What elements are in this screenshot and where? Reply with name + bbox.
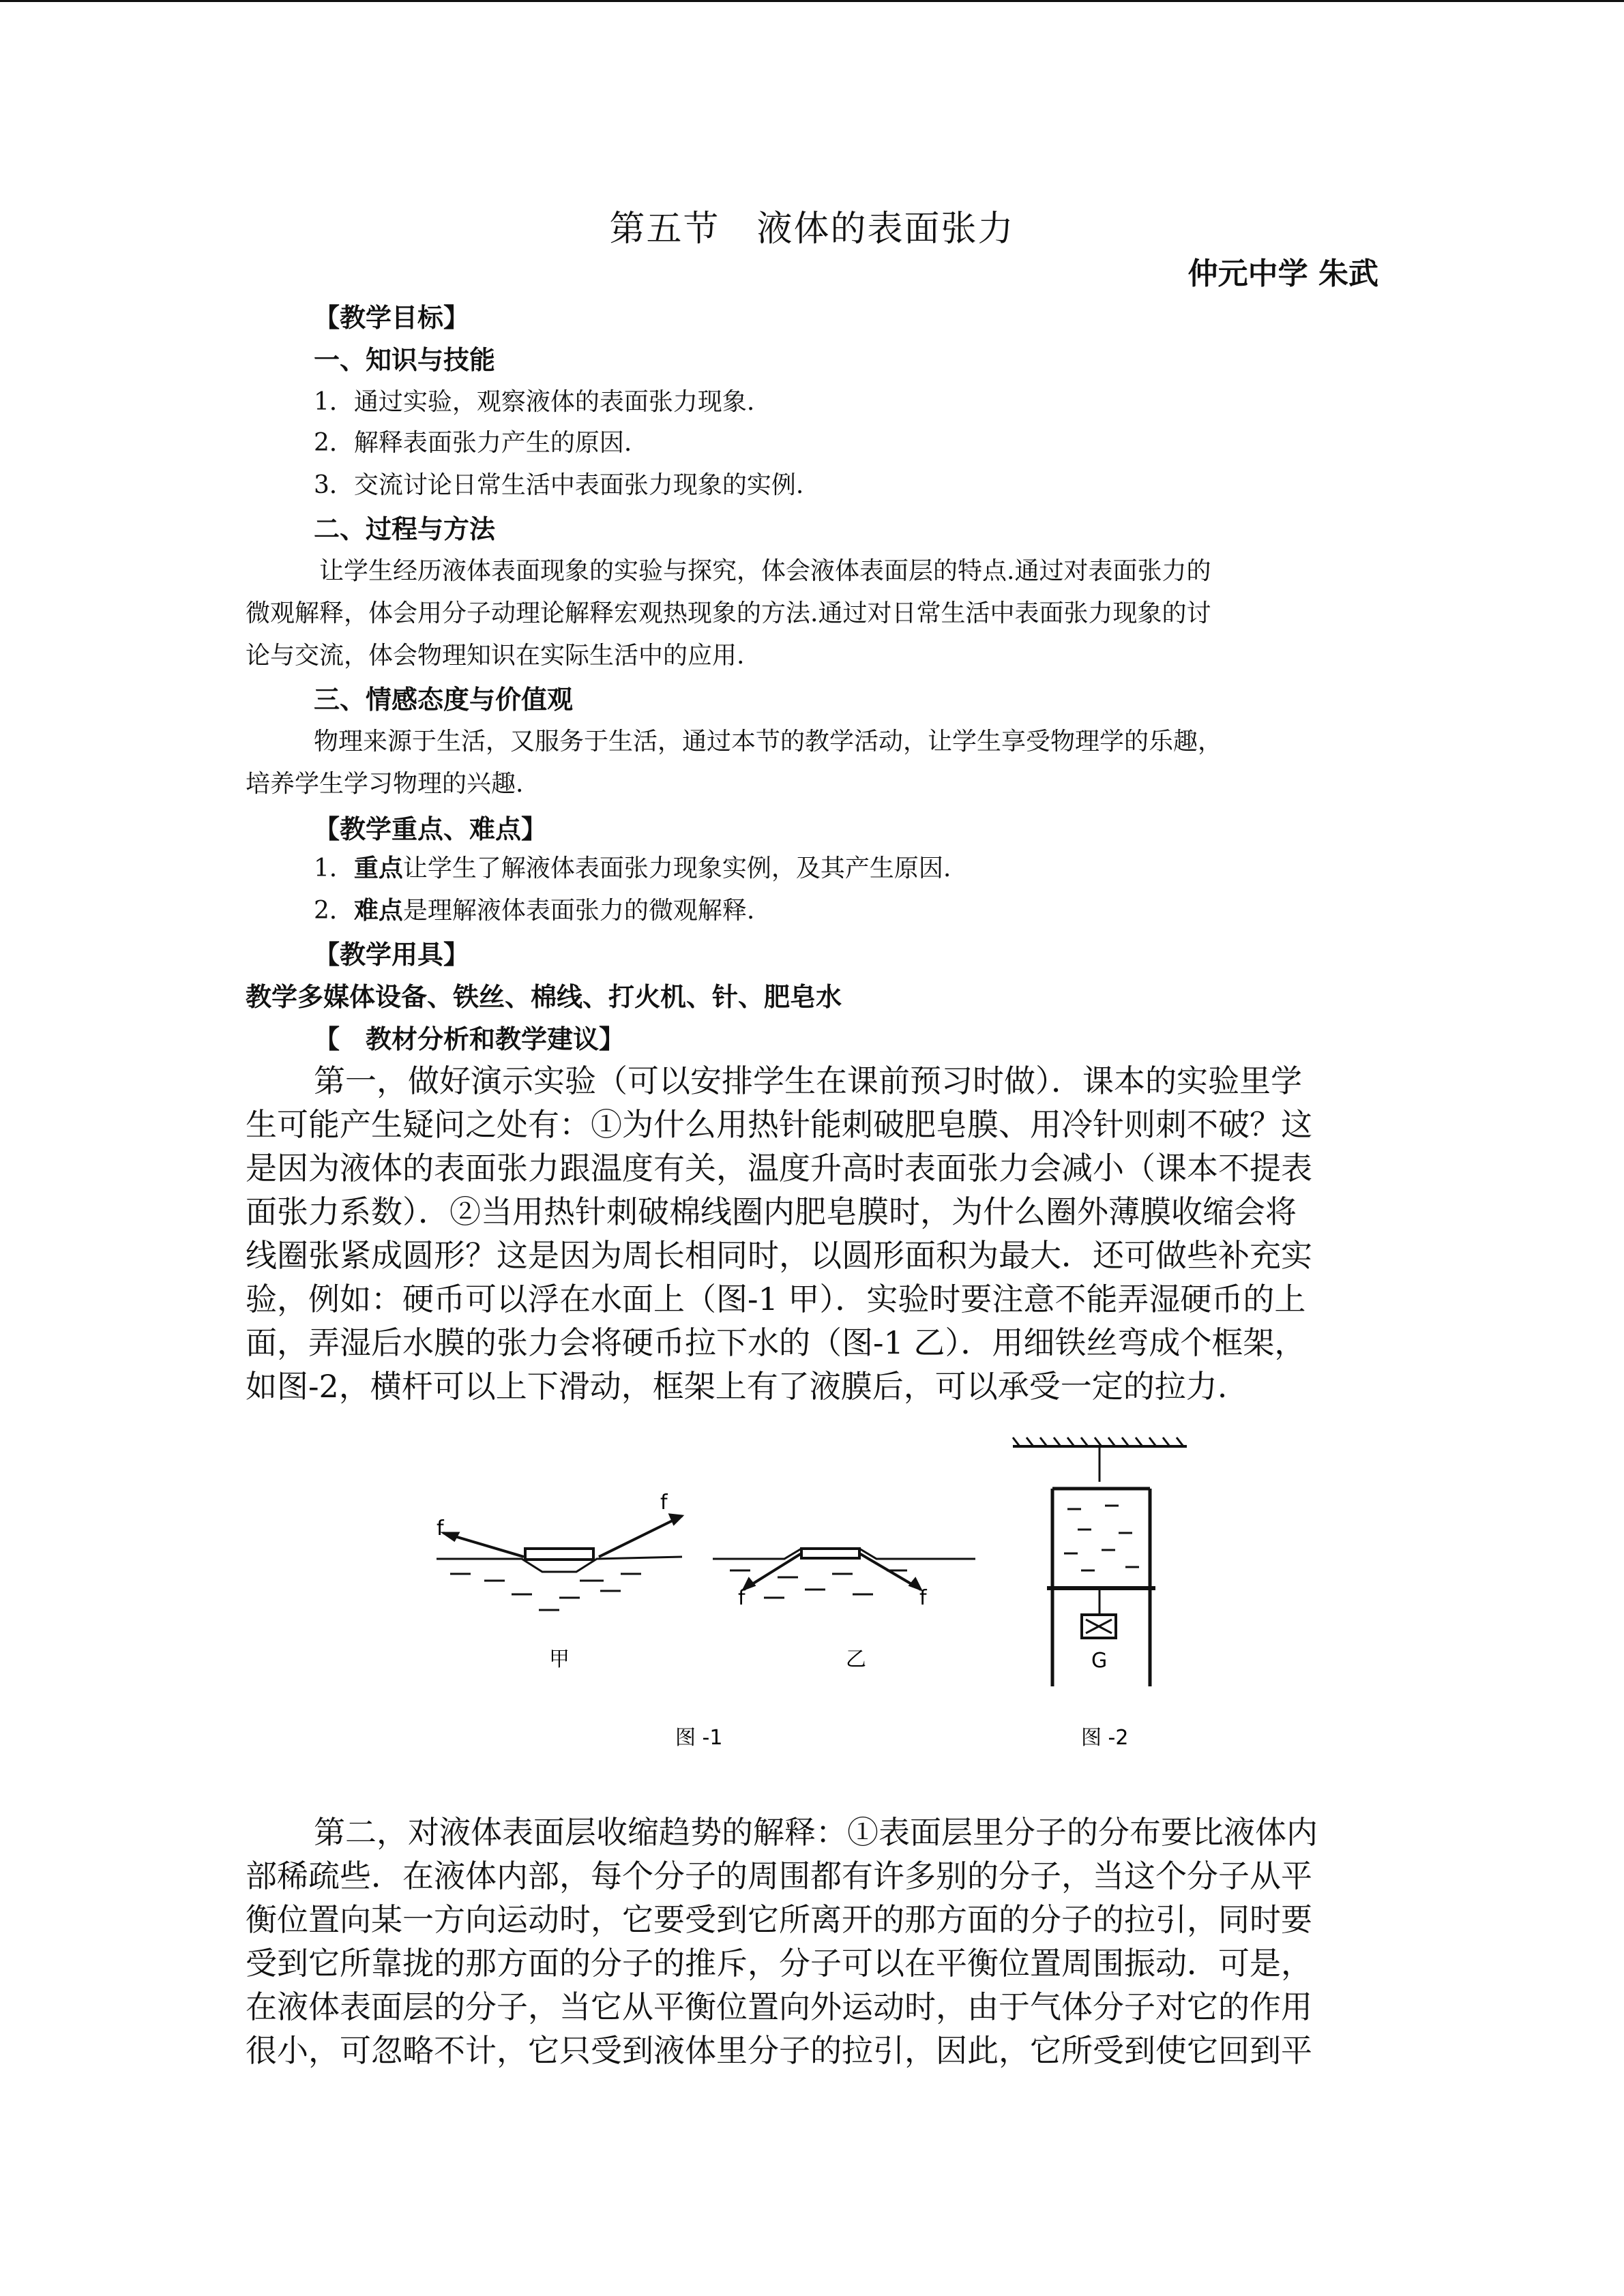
force-label: f [437,1517,444,1540]
paragraph-line: 生可能产生疑问之处有：①为什么用热针能刺破肥皂膜、用冷针则刺不破？这 [246,1106,1312,1143]
figure-2-caption: 图 -2 [1081,1726,1129,1750]
tools-list: 教学多媒体设备、铁丝、棉线、打火机、针、肥皂水 [246,982,842,1012]
difficult-label: 难点 [353,897,403,925]
paragraph-line: 第一，做好演示实验（可以安排学生在课前预习时做）．课本的实验里学 [314,1062,1302,1099]
author-line: 仲元中学 朱武 [1187,256,1378,291]
paragraph-line: 培养学生学习物理的兴趣. [246,770,524,798]
force-label: f [660,1491,668,1515]
figure-1-yi-label: 乙 [846,1648,866,1671]
difficult-point-line [314,891,754,926]
figure-1-jia-label: 甲 [549,1648,570,1671]
heading-emotion-values: 三、情感态度与价值观 [314,685,574,715]
heading-analysis-suggestions: 【 教材分析和教学建议】 [314,1024,625,1054]
heading-process-method: 二、过程与方法 [314,514,496,544]
paragraph-line: 验，例如：硬币可以浮在水面上（图-1 甲）．实验时要注意不能弄湿硬币的上 [246,1281,1306,1317]
key-text: 让学生了解液体表面张力现象实例，及其产生原因. [402,854,951,882]
weight-label: G [1091,1649,1108,1673]
paragraph-line: 部稀疏些．在液体内部，每个分子的周围都有许多别的分子，当这个分子从平 [246,1858,1312,1894]
heading-knowledge-skills: 一、知识与技能 [314,345,496,375]
paragraph-line: 让学生经历液体表面现象的实验与探究，体会液体表面层的特点.通过对表面张力的 [319,557,1211,585]
knowledge-item: 1．通过实验，观察液体的表面张力现象. [314,388,755,416]
heading-teaching-goals: 【教学目标】 [314,303,470,333]
key-point-line [314,849,951,884]
item-number: 2． [314,897,354,925]
knowledge-item: 2．解释表面张力产生的原因. [314,429,632,457]
force-label: f [919,1586,927,1610]
paragraph-line: 线圈张紧成圆形？这是因为周长相同时，以圆形面积为最大．还可做些补充实 [246,1237,1312,1274]
paragraph-line: 微观解释，体会用分子动理论解释宏观热现象的方法.通过对日常生活中表面张力现象的讨 [246,599,1211,627]
paragraph-line: 受到它所靠拢的那方面的分子的推斥，分子可以在平衡位置周围振动．可是， [246,1945,1312,1982]
paragraph-line: 衡位置向某一方向运动时，它要受到它所离开的那方面的分子的拉引，同时要 [246,1901,1312,1938]
heading-teaching-tools: 【教学用具】 [314,940,470,970]
figure-1-caption: 图 -1 [675,1726,723,1750]
force-label: f [738,1586,745,1610]
paragraph-line: 物理来源于生活，又服务于生活，通过本节的教学活动，让学生享受物理学的乐趣， [314,728,1223,756]
figure-1-jia [437,1515,682,1610]
key-label: 重点 [353,854,403,882]
page-title: 第五节 液体的表面张力 [609,209,1015,250]
paragraph-line: 在液体表面层的分子，当它从平衡位置向外运动时，由于气体分子对它的作用 [246,1988,1312,2025]
knowledge-item: 3．交流讨论日常生活中表面张力现象的实例. [314,471,804,499]
paragraph-line: 第二，对液体表面层收缩趋势的解释：①表面层里分子的分布要比液体内 [314,1814,1318,1851]
difficult-text: 是理解液体表面张力的微观解释. [402,897,755,925]
surface-tension-figures [423,1434,1214,1761]
figure-1-yi [713,1549,975,1598]
paragraph-line: 很小，可忽略不计，它只受到液体里分子的拉引，因此，它所受到使它回到平 [246,2032,1312,2069]
paragraph-line: 面张力系数）．②当用热针刺破棉线圈内肥皂膜时，为什么圈外薄膜收缩会将 [246,1193,1297,1230]
heading-key-difficult: 【教学重点、难点】 [314,814,548,844]
paragraph-line: 面，弄湿后水膜的张力会将硬币拉下水的（图-1 乙）．用细铁丝弯成个框架， [246,1324,1306,1361]
paragraph-line: 如图-2，横杆可以上下滑动，框架上有了液膜后，可以承受一定的拉力. [246,1368,1228,1405]
paragraph-line: 论与交流，体会物理知识在实际生活中的应用. [246,642,745,670]
paragraph-line: 是因为液体的表面张力跟温度有关，温度升高时表面张力会减小（课本不提表 [246,1150,1312,1187]
item-number: 1． [314,854,354,882]
